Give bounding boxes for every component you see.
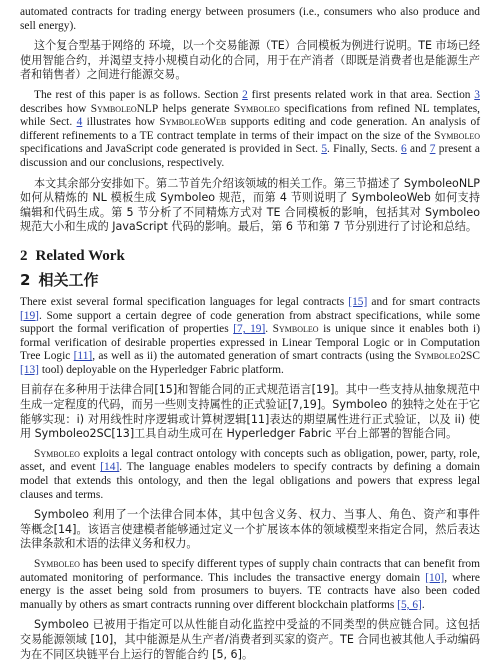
citation-link[interactable]: [13] [20, 363, 39, 376]
section-heading-en: 2 Related Work [20, 247, 125, 264]
section-ref-link[interactable]: 6 [401, 143, 407, 156]
paragraph-en-related-3: Symboleo has been used to specify different types of supply chain contracts that can benefit from automated monitoring of performance. This includes the transactive energy domain [10], where energy is the asset being sold from prosumers to buyers. TE contracts have also been coded manually by others as smart contracts running over different blockchain platforms [5, 6]. [20, 558, 480, 611]
paragraph-zh-related-2: Symboleo 利用了一个法律合同本体，其中包含义务、权力、当事人、角色、资产和事件等概念[14]。该语言使建模者能够通过定义一个扩展该本体的领域模型来指定合同，然后表达法律条款和术语的法律义务和权力。 [20, 508, 480, 551]
citation-link[interactable]: [7, 19] [233, 323, 266, 336]
section-ref-link[interactable]: 2 [242, 88, 248, 101]
paragraph-zh-related-3: Symboleo 已被用于指定可以从性能自动化监控中受益的不同类型的供应链合同。这包括交易能源领域 [10]，其中能源是从生产者/消费者到买家的资产。TE 合同也被其他人手动编码为在不同区块链平台上运行的智能合约 [5, 6]。 [20, 618, 480, 661]
paragraph-zh-intro-end: 这个复合型基于网络的 环境，以一个交易能源（TE）合同模板为例进行说明。TE 市场已经使用智能合约，并渴望支持小规模自动化的合同，用于在产消者（即既是消费者也是能源生产者和销售者）之间进行能源交易。 [20, 39, 480, 82]
section-ref-link[interactable]: 3 [474, 88, 480, 101]
tool-name: SymboleoNLP [90, 102, 159, 115]
section-ref-link[interactable]: 7 [429, 143, 436, 156]
citation-link[interactable]: [11] [73, 350, 93, 363]
tool-name: Symboleo2SC [414, 350, 480, 363]
citation-link[interactable]: [10] [425, 571, 445, 584]
paragraph-en-intro-end: automated contracts for trading energy between prosumers (i.e., consumers who also produce and sell energy). [20, 6, 480, 32]
tool-name: SymboleoWeb [159, 116, 227, 129]
paragraph-zh-outline: 本文其余部分安排如下。第二节首先介绍该领域的相关工作。第三节描述了 SymboleoNLP 如何从精炼的 NL 模板生成 Symboleo 规范，而第 4 节则说明了 SymboleoWeb 如何支持编辑和代码生成。第 5 节分析了不同精炼方式对 TE 合同模板的影响，包括其对 Symboleo 规范大小和生成的 JavaScript 代码的影响。最后，第 6 节和第 7 节分别进行了讨论和总结。 [20, 176, 480, 234]
section-heading-zh: 2 相关工作 [20, 270, 99, 289]
citation-link[interactable]: [15] [348, 295, 368, 308]
paragraph-en-related-1: There exist several formal specification languages for legal contracts [15] and for smart contracts [19]. Some support a certain degree of code generation from abstract specifications, while some support the formal verification of properties [7, 19]. Symboleo is unique since it enables both i) formal verification of desirable properties expressed in Linear Temporal Logic or in Computation Tree Logic [11], as well as ii) the automated generation of smart contracts (using the Symboleo2SC [13] tool) deployable on the Hyperledger Fabric platform. [20, 295, 480, 376]
citation-link[interactable]: [19] [20, 309, 39, 322]
section-ref-link[interactable]: 5 [321, 143, 328, 156]
paragraph-en-related-2: Symboleo exploits a legal contract ontology with concepts such as obligation, power, party, role, asset, and event [14]. The language enables modelers to specify contracts by defining a domain model that extends this ontology, and then the legal obligations and powers that express legal clauses and terms. [20, 447, 480, 501]
tool-name: Symboleo [272, 323, 319, 336]
tool-name: Symboleo [34, 558, 80, 570]
tool-name: Symboleo [34, 447, 80, 460]
paragraph-en-outline: The rest of this paper is as follows. Section 2 first presents related work in that area. Section 3 describes how SymboleoNLP helps generate Symboleo specifications from refined NL templates, while Sect. 4 illustrates how SymboleoWeb supports editing and code generation. An analysis of different refinements to a TE contract template in terms of their impact on the size of the Symboleo specifications and JavaScript code generated is provided in Sect. 5. Finally, Sects. 6 and 7 present a discussion and our conclusions, respectively. [20, 88, 480, 169]
section-ref-link[interactable]: 4 [76, 116, 83, 129]
citation-link[interactable]: [14] [100, 461, 120, 474]
citation-link[interactable]: [5, 6] [397, 598, 422, 611]
paragraph-zh-related-1: 目前存在多种用于法律合同[15]和智能合同的正式规范语言[19]。其中一些支持从抽象规范中生成一定程度的代码，而另一些则支持属性的正式验证[7,19]。Symboleo 的独特之处在于它能够实现：i) 对用线性时序逻辑或计算树逻辑[11]表达的期望属性进行正式验证，以及 ii) 使用 Symboleo2SC[13]工具自动生成可在 Hyperledger Fabric 平台上部署的智能合同。 [20, 383, 480, 441]
tool-name: Symboleo [233, 102, 280, 115]
tool-name: Symboleo [434, 129, 480, 142]
